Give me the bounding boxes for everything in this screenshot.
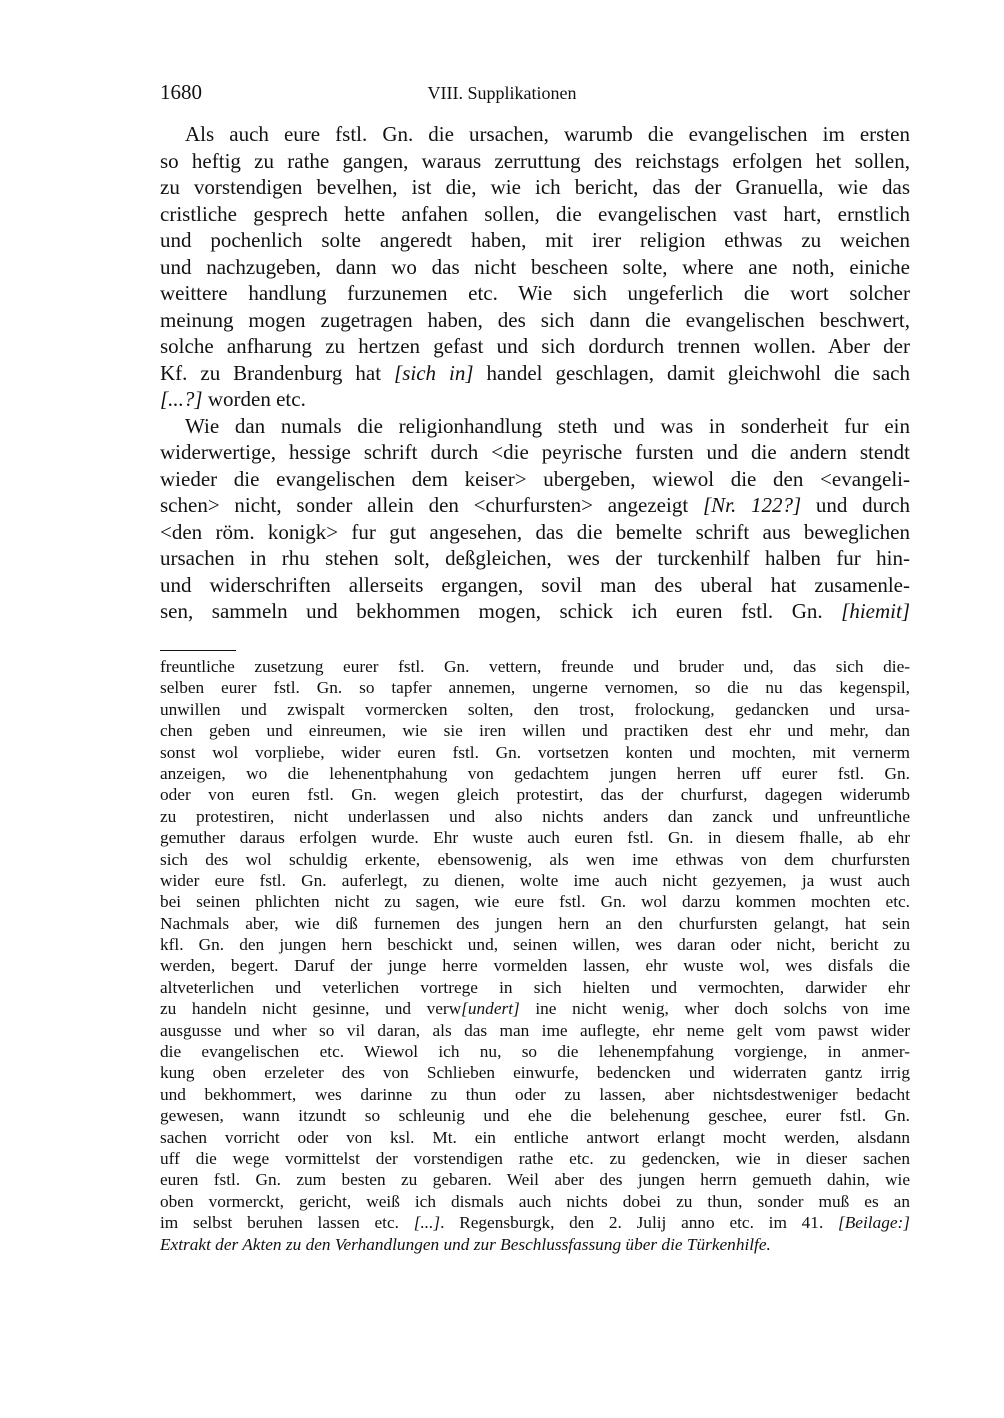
text-line <box>160 1212 910 1233</box>
text-segment: Kf. zu Brandenburg hat <box>160 360 395 385</box>
text-line <box>160 360 910 387</box>
text-line <box>160 1041 910 1062</box>
text-line <box>160 148 910 175</box>
editorial-insertion: [...?] <box>160 387 203 411</box>
text-line <box>160 1127 910 1148</box>
text-segment: unwillen und zwispalt vormercken solten, den trost, frolockung, gedancken und ursa- <box>160 699 910 719</box>
text-line <box>160 386 910 413</box>
text-line <box>160 572 910 599</box>
text-line <box>160 827 910 848</box>
text-line <box>160 466 910 493</box>
text-segment: Nachmals aber, wie diß furnemen des jungen hern an den churfursten gelangt, hat sein <box>160 913 910 933</box>
text-segment: gemuther daraus erfolgen wurde. Ehr wuste auch euren fstl. Gn. in diesem fhalle, ab ehr <box>160 828 910 848</box>
text-segment: sonst wol vorpliebe, wider euren fstl. Gn. vortsetzen konten und mochten, mit vernerm <box>160 742 910 762</box>
editorial-insertion: [Beilage:] <box>838 1213 911 1233</box>
text-segment: kfl. Gn. den jungen hern beschickt und, seinen willen, wes daran oder nicht, bericht zu <box>160 935 910 955</box>
text-line <box>160 598 910 625</box>
footnote-text <box>160 656 910 1255</box>
text-segment: oder von euren fstl. Gn. wegen gleich protestirt, das der churfurst, dagegen widerumb <box>160 785 910 805</box>
text-line <box>160 677 910 698</box>
editorial-insertion: [hiemit] <box>841 599 910 623</box>
text-line <box>160 742 910 763</box>
text-line <box>160 763 910 784</box>
text-segment: handel geschlagen, damit gleichwohl die sach <box>473 360 910 385</box>
text-segment: anzeigen, wo die lehenentphahung von gedachtem jungen herren uff eurer fstl. Gn. <box>160 763 910 783</box>
text-segment: und bekhommert, wes darinne zu thun oder zu lassen, aber nichtsdestweniger bedacht <box>160 1084 910 1104</box>
text-segment: und pochenlich solte angeredt haben, mit irer religion ethwas zu weichen <box>160 228 910 252</box>
text-segment: ine nicht wenig, wher doch solchs von ime <box>519 999 910 1019</box>
text-segment: solche anfharung zu hertzen gefast und sich dordurch trennen wollen. Aber der <box>160 334 910 358</box>
text-segment: im selbst beruhen lassen etc. <box>160 1213 414 1233</box>
text-segment: die evangelischen etc. Wiewol ich nu, so die lehenempfahung vorgienge, in anmer- <box>160 1042 910 1062</box>
running-title: VIII. Supplikationen <box>427 83 577 103</box>
text-line <box>160 977 910 998</box>
text-line <box>160 121 910 148</box>
text-segment: werden, begert. Daruf der junge herre vormelden lassen, ehr wuste wol, wes disfals die <box>160 956 910 976</box>
text-line <box>160 174 910 201</box>
text-line <box>160 227 910 254</box>
editorial-insertion: [Nr. 122?] <box>702 493 802 517</box>
text-segment: Wie dan numals die religionhandlung steth und was in sonderheit fur ein <box>185 413 910 438</box>
text-segment: sich des wol schuldig erkente, ebensowenig, als wen ime ethwas von dem churfursten <box>160 849 910 869</box>
text-line <box>160 254 910 281</box>
text-segment: weittere handlung furzunemen etc. Wie sich ungeferlich die wort solcher <box>160 281 910 305</box>
text-line <box>160 1020 910 1041</box>
text-line <box>160 998 910 1019</box>
text-line <box>160 492 910 519</box>
text-line <box>160 955 910 976</box>
text-segment: Als auch eure fstl. Gn. die ursachen, warumb die evangelischen im ersten <box>185 122 910 146</box>
text-line <box>160 307 910 334</box>
page-number: 1680 <box>160 80 202 104</box>
text-line <box>160 784 910 805</box>
text-line <box>160 656 910 677</box>
text-segment: und nachzugeben, dann wo das nicht bescheen solte, where ane noth, einiche <box>160 254 910 279</box>
text-line <box>160 806 910 827</box>
text-line <box>160 1148 910 1169</box>
editorial-insertion: Extrakt der Akten zu den Verhandlungen und zur Beschlussfassung über die Türkenhilfe. <box>160 1234 771 1254</box>
text-line <box>160 333 910 360</box>
editorial-insertion: [...] <box>413 1213 441 1233</box>
text-segment: worden etc. <box>202 387 306 411</box>
text-segment: gewesen, wann itzundt so schleunig und ehe die belehenung geschee, eurer fstl. Gn. <box>160 1106 910 1126</box>
text-segment: sen, sammeln und bekhommen mogen, schick ich euren fstl. Gn. <box>160 599 842 623</box>
text-segment: ausgusse und wher so vil daran, als das man ime auflegte, ehr neme gelt vom pawst wider <box>160 1020 910 1040</box>
text-segment: sachen vorricht oder von ksl. Mt. ein entliche antwort erlangt mocht werden, alsdann <box>160 1127 910 1147</box>
main-text <box>160 121 910 625</box>
text-segment: widerwertige, hessige schrift durch <die peyrische fursten und die andern stendt <box>160 440 910 464</box>
text-line <box>160 699 910 720</box>
text-segment: wider eure fstl. Gn. auferlegt, zu dienen, wolte ime auch nicht gezyemen, ja wust auch <box>160 870 910 890</box>
editorial-insertion: [undert] <box>461 999 520 1019</box>
text-segment: uff die wege vormittelst der vorstendigen rathe etc. zu gedencken, wie in dieser sachen <box>160 1148 910 1168</box>
text-segment: altveterlichen und veterlichen vortrege in sich hielten und vermochten, darwider ehr <box>160 977 910 997</box>
text-segment: wieder die evangelischen dem keiser> ubergeben, wiewol die den <evangeli- <box>160 466 910 491</box>
text-segment: kung oben erzeleter des von Schlieben einwurfe, bedencken und widerraten gantz irrig <box>160 1063 910 1083</box>
text-segment: und widerschriften allerseits ergangen, sovil man des uberal hat zusamenle- <box>160 572 910 597</box>
text-segment: zu vorstendigen bevelhen, ist die, wie ich bericht, das der Granuella, wie das <box>160 175 910 199</box>
text-segment: zu protestiren, nicht underlassen und also nichts anders dan zanck und unfreuntliche <box>160 806 910 826</box>
text-segment: cristliche gesprech hette anfahen sollen, die evangelischen vast hart, ernstlich <box>160 201 910 226</box>
text-segment: <den röm. konigk> fur gut angesehen, das die bemelte schrift aus beweglichen <box>160 519 910 544</box>
text-line <box>160 849 910 870</box>
text-line <box>160 519 910 546</box>
text-line <box>160 870 910 891</box>
text-segment: zu handeln nicht gesinne, und verw <box>160 999 462 1019</box>
text-line <box>160 1105 910 1126</box>
footnote-rule <box>160 650 236 651</box>
text-line <box>160 280 910 307</box>
text-segment: und durch <box>801 493 910 517</box>
text-line <box>160 1169 910 1190</box>
text-segment: chen geben und einreumen, wie sie iren willen und practiken dest ehr und mehr, dan <box>160 721 910 741</box>
text-line <box>160 934 910 955</box>
text-segment: ursachen in rhu stehen solt, deßgleichen, wes der turckenhilf halben fur hin- <box>160 546 910 570</box>
text-line <box>160 439 910 466</box>
text-line <box>160 1062 910 1083</box>
text-segment: freuntliche zusetzung eurer fstl. Gn. vettern, freunde und bruder und, das sich die- <box>160 657 910 676</box>
text-segment: bei seinen phlichten nicht zu sagen, wie eure fstl. Gn. wol darzu kommen mochten etc. <box>160 892 910 912</box>
text-segment: euren fstl. Gn. zum besten zu gebaren. Weil aber des jungen herrn gemueth dahin, wie <box>160 1170 910 1190</box>
editorial-insertion: [sich in] <box>394 360 474 385</box>
text-line <box>160 413 910 440</box>
text-line <box>160 545 910 572</box>
text-segment: schen> nicht, sonder allein den <churfursten> angezeigt <box>160 493 703 517</box>
text-line <box>160 1234 910 1255</box>
text-segment: oben vormerckt, gericht, weiß ich dismals auch nichts dobei zu thun, sonder muß es an <box>160 1191 910 1211</box>
text-line <box>160 720 910 741</box>
text-line <box>160 201 910 228</box>
text-line <box>160 891 910 912</box>
text-segment: so heftig zu rathe gangen, waraus zerruttung des reichstags erfolgen het sollen, <box>160 148 910 173</box>
text-segment: selben eurer fstl. Gn. so tapfer annemen, ungerne vernomen, so die nu das kegenspil, <box>160 678 910 698</box>
text-segment: . Regensburgk, den 2. Julij anno etc. im 41. <box>440 1213 839 1233</box>
text-line <box>160 913 910 934</box>
text-line <box>160 1084 910 1105</box>
text-segment: meinung mogen zugetragen haben, des sich dann die evangelischen beschwert, <box>160 307 910 332</box>
text-line <box>160 1191 910 1212</box>
